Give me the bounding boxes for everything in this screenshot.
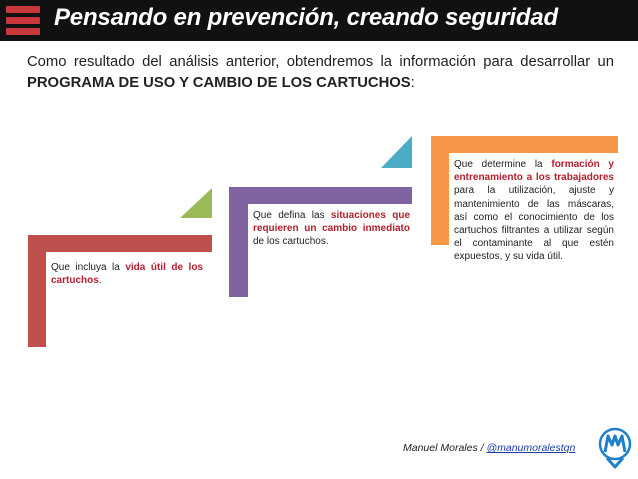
intro-text-end: : xyxy=(410,75,415,91)
step-1-text-b: . xyxy=(98,275,102,287)
step-2-text-a: Que defina las xyxy=(253,210,331,221)
step-3-text-b: para la utilización, ajuste y mantenimiento de las máscaras, así como el conocimiento de los cartuchos filtrantes a utilizar según el contaminante al que estén expuestos, y su vida útil. xyxy=(454,185,614,263)
step-2-text-b: de los cartuchos. xyxy=(253,236,329,248)
step-1-bracket xyxy=(28,235,212,347)
step-1-text-a: Que incluya la xyxy=(51,262,126,273)
intro-text: Como resultado del análisis anterior, obtendremos la información para desarrollar un xyxy=(27,54,614,70)
footer-author: Manuel Morales / xyxy=(403,442,487,454)
step-2-highlight: situaciones que requieren un cambio inmediato xyxy=(253,210,411,235)
step-2-text xyxy=(253,209,410,249)
footer-handle-link[interactable]: @manumoralestqn xyxy=(486,442,576,454)
step-2-accent-triangle xyxy=(180,188,212,218)
step-1-highlight: vida útil de los cartuchos xyxy=(51,262,203,287)
intro-bold-text: PROGRAMA DE USO Y CAMBIO DE LOS CARTUCHOS xyxy=(27,75,411,91)
step-3-accent-triangle xyxy=(381,136,412,168)
step-3-text-a: Que determine la xyxy=(454,159,552,170)
step-1-text xyxy=(51,261,203,287)
page-title: Pensando en prevención, creando seguridad xyxy=(54,4,558,31)
footer-credit xyxy=(403,442,575,454)
mm-logo-icon xyxy=(598,427,632,469)
step-3-text xyxy=(454,158,614,264)
step-3-highlight: formación y entrenamiento a los trabajadores xyxy=(454,159,614,184)
